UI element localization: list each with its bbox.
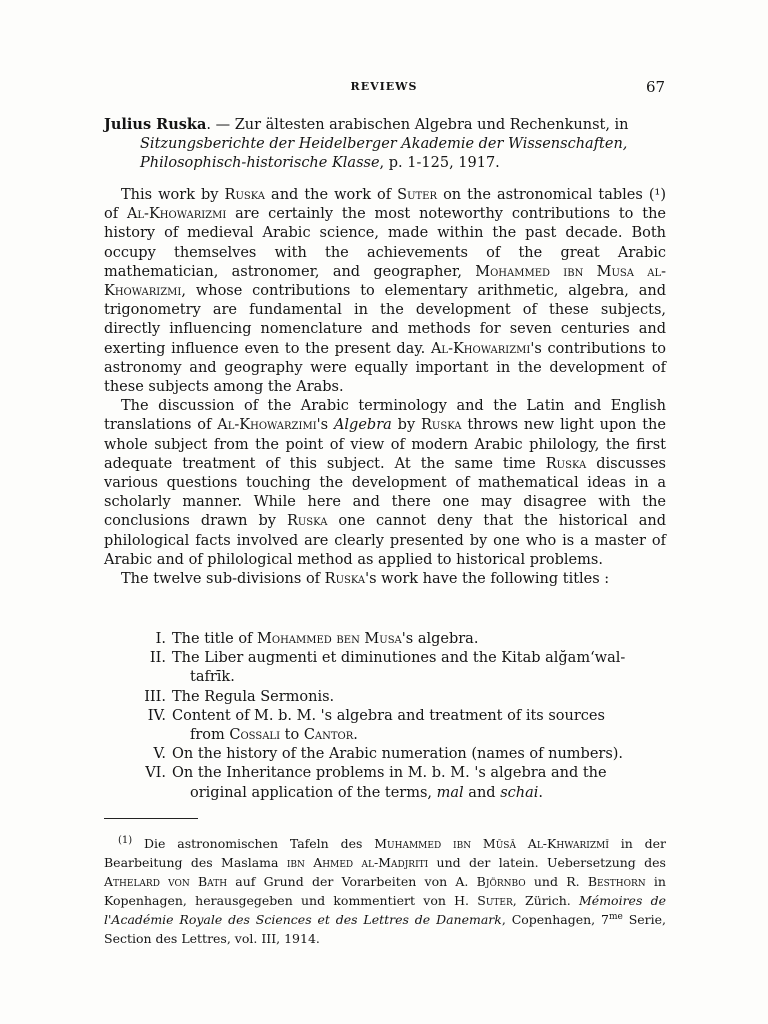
paragraph-1	[104, 186, 666, 397]
list-text: .	[353, 727, 358, 744]
author-name: Björnbo	[476, 874, 526, 889]
citation-dash: . —	[206, 117, 235, 133]
text-run: discusses various questions touching the development of mathematical ideas in a scholarly manner. While here and there one may disagree with the conclusions drawn by	[104, 455, 666, 530]
citation-author: Julius Ruska	[104, 116, 207, 133]
author-name: Ruska	[421, 417, 462, 434]
text-run: The twelve sub-divisions of	[121, 571, 325, 588]
author-name: Ruska	[224, 187, 266, 203]
citation	[104, 115, 666, 174]
citation-title: Zur ältesten arabischen Algebra und Rechenkunst, in	[234, 117, 629, 133]
footnote-text: in der Bearbeitung des Maslama	[104, 836, 666, 870]
list-text: from	[190, 727, 230, 744]
list-item	[104, 649, 666, 687]
author-name: Besthorn	[587, 874, 646, 889]
list-number: I.	[155, 631, 166, 647]
citation-line-1	[104, 115, 666, 135]
text-run: 's	[316, 417, 334, 434]
author-name: Mohammed ben Musa	[257, 631, 402, 647]
text-run: are certainly the most noteworthy contributions to the history of medieval Arabic science, made within the past decade. Both occupy themselves with the achievements of the great Arabic mathematician, astronomer, and geographer,	[104, 206, 666, 280]
list-text: and	[463, 784, 501, 801]
author-name: Athelard von Bath	[104, 874, 228, 889]
author-name: Al-Khowarizmi	[126, 206, 227, 223]
list-text: to	[280, 727, 304, 744]
list-number: V.	[153, 746, 166, 763]
list-text: On the Inheritance problems in M. b. M. 's algebra and the	[172, 765, 607, 782]
footnote-marker: (1)	[118, 834, 133, 846]
list-item	[104, 745, 666, 764]
citation-pages: , p. 1-125, 1917.	[379, 155, 500, 172]
list-number: III.	[144, 688, 166, 705]
citation-source-2: Philosophisch-historische Klasse	[140, 155, 380, 172]
list-text-continued	[172, 726, 666, 745]
list-text: The Liber augmenti et diminutiones and the Kitab alğam‘wal-	[172, 650, 626, 667]
author-name: Ruska	[324, 571, 366, 588]
paragraph-3	[104, 570, 666, 589]
list-text: .	[538, 784, 543, 801]
list-item	[104, 688, 666, 707]
author-name: Muhammed ibn Mūsā Al-Khwarizmī	[374, 836, 609, 851]
running-head: REVIEWS	[350, 80, 418, 93]
text-run: and the work of	[265, 187, 398, 203]
list-item	[104, 764, 666, 802]
footnote-text: in Kopenhagen, herausgegeben und kommentiert von H.	[104, 874, 666, 908]
list-text: The Regula Sermonis.	[172, 688, 335, 705]
list-text: original application of the terms,	[190, 784, 437, 801]
text-run: on the astronomical tables	[437, 187, 649, 203]
footnote-text: , Copenhagen, 7	[501, 912, 609, 927]
list-text: 's algebra.	[401, 631, 479, 647]
author-name: Cossali	[229, 727, 281, 744]
footnote-text: Serie, Section des Lettres, vol. III, 1914.	[104, 912, 667, 946]
author-name: Ruska	[545, 455, 587, 472]
review-body	[104, 186, 666, 589]
journal-title: Mémoires de l'Académie Royale des Sciences et des Lettres de Danemark	[104, 893, 667, 927]
list-text-continued: tafrīk.	[190, 669, 235, 686]
subdivision-list	[104, 630, 666, 803]
list-number: VI.	[145, 765, 166, 782]
citation-source-1: Sitzungsberichte der Heidelberger Akademie der Wissenschaften,	[140, 136, 628, 153]
author-name: Suter	[397, 187, 438, 203]
text-run: This work by	[121, 187, 225, 203]
text-run: by	[391, 417, 421, 434]
footnote	[104, 834, 666, 948]
footnote-ref[interactable]: (¹)	[648, 187, 666, 203]
author-name: ibn Ahmed al-Madjriti	[286, 855, 429, 870]
text-run: The discussion of the Arabic terminology and the Latin and English translations of	[104, 398, 666, 434]
author-name: Mohammed ibn Musa al-Khowarizmi	[104, 263, 666, 300]
list-number: II.	[149, 650, 166, 667]
footnote-text: und der latein. Uebersetzung des	[428, 855, 666, 870]
list-text: The title of	[172, 631, 258, 647]
author-name: Cantor	[303, 727, 354, 744]
list-item	[104, 630, 666, 649]
author-name: Ruska	[286, 513, 328, 530]
author-name: Suter	[477, 893, 513, 908]
list-item	[104, 707, 666, 745]
footnote-divider	[104, 818, 198, 819]
author-name: Al-Khowarizmi	[430, 340, 531, 357]
text-run: , whose contributions to elementary arithmetic, algebra, and trigonometry are fundamental in the development of these subjects, directly influencing nomenclature and methods for seven centuries and exerting influence even to the present day.	[104, 283, 666, 357]
text-run: 's work have the following titles :	[365, 571, 610, 588]
text-run: one cannot deny that the historical and philological facts involved are clearly presented by one who is a master of Arabic and of philological method as applied to historical problems.	[104, 513, 666, 568]
page-number: 67	[646, 78, 666, 96]
text-run: throws new light upon the whole subject from the point of view of modern Arabic philology, the first adequate treatment of this subject. At the same time	[104, 417, 666, 472]
work-title: Algebra	[333, 417, 392, 434]
list-text: Content of M. b. M. 's algebra and treatment of its sources	[172, 707, 605, 724]
list-text: On the history of the Arabic numeration (names of numbers).	[172, 746, 624, 763]
text-run: of	[104, 206, 127, 223]
footnote-text: Die astronomischen Tafeln des	[132, 836, 375, 851]
footnote-text: und R.	[525, 874, 588, 889]
paragraph-2	[104, 397, 666, 570]
superscript: me	[608, 911, 623, 922]
footnote-text: auf Grund der Vorarbeiten von A.	[227, 874, 477, 889]
list-text-continued	[172, 784, 666, 803]
text-run: 's contributions to astronomy and geography were equally important in the development of these subjects among the Arabs.	[104, 340, 666, 396]
list-number: IV.	[147, 707, 166, 724]
term: mal	[436, 784, 464, 801]
footnote-text: , Zürich.	[512, 893, 579, 908]
citation-line-3	[104, 154, 666, 173]
term: schai	[500, 784, 539, 801]
author-name: Al-Khowarzimi	[217, 417, 317, 434]
